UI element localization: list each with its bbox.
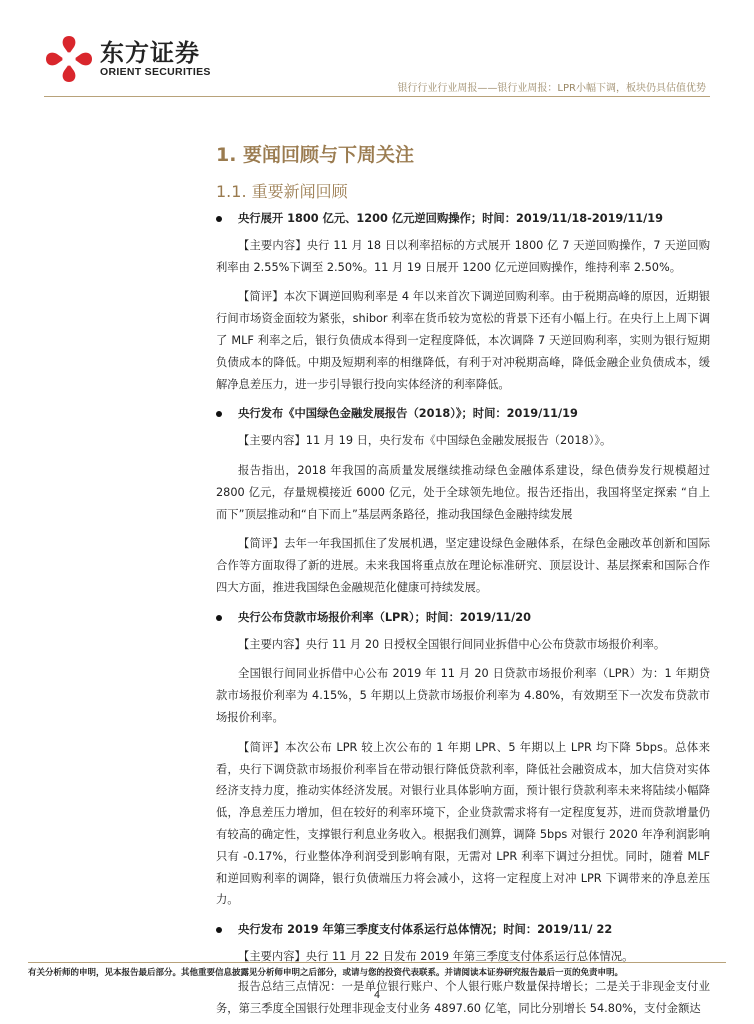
news-paragraph: 报告总结三点情况：一是单位银行账户、个人银行账户数量保持增长；二是关于非现金支付业务，第三季度全国银行处理非现金支付业务 4897.60 亿笔，同比分别增长 54.80%，支付金额达 xyxy=(216,979,710,1015)
news-item-title: 央行发布《中国绿色金融发展报告（2018）》；时间：2019/11/19 xyxy=(216,403,710,425)
news-paragraph: 【主要内容】11 月 19 日，央行发布《中国绿色金融发展报告（2018）》。 xyxy=(238,434,612,448)
news-item-title: 央行公布贷款市场报价利率（LPR）；时间：2019/11/20 xyxy=(216,607,710,629)
news-paragraph: 全国银行间同业拆借中心公布 2019 年 11 月 20 日贷款市场报价利率（LPR）为：1 年期贷款市场报价利率为 4.15%，5 年期以上贷款市场报价利率为 4.80%，有效期至下一次发布贷款市场报价利率。 xyxy=(216,667,710,724)
news-paragraph: 【主要内容】央行 11 月 20 日授权全国银行间同业拆借中心公布贷款市场报价利率。 xyxy=(238,637,666,651)
news-paragraph: 【简评】去年一年我国抓住了发展机遇，坚定建设绿色金融体系，在绿色金融改革创新和国际合作等方面取得了新的进展。未来我国将重点放在理论标准研究、顶层设计、基层探索和国际合作四大方面，推进我国绿色金融规范化健康可持续发展。 xyxy=(216,537,710,594)
orient-securities-logo-icon xyxy=(44,34,94,84)
page-number: 4 xyxy=(373,990,381,1001)
subsection-heading: 1.1. 重要新闻回顾 xyxy=(216,182,348,201)
news-paragraph: 报告指出，2018 年我国的高质量发展继续推动绿色金融体系建设，绿色债券发行规模超过 2800 亿元，存量规模接近 6000 亿元，处于全球领先地位。报告还指出，我国将坚定探索 “自上而下”顶层推动和“自下而上”基层两条路径，推动我国绿色金融持续发展 xyxy=(216,463,710,521)
bullet-icon xyxy=(216,411,222,417)
news-paragraph: 【简评】本次下调逆回购利率是 4 年以来首次下调逆回购利率。由于税期高峰的原因，近期银行间市场资金面较为紧张，shibor 利率在货币较为宽松的背景下还有小幅上行。在央行上上周下调了 MLF 利率之后，银行负债成本得到一定程度降低，本次调降 7 天逆回购利率，实则为银行短期负债成本的降低。中期及短期利率的相继降低，有利于对冲税期高峰，降低金融企业负债成本，缓解净息差压力，进一步引导银行投向实体经济的利率降低。 xyxy=(216,290,710,391)
footer-divider xyxy=(28,962,726,963)
header-divider xyxy=(44,96,710,97)
news-paragraph: 【简评】本次公布 LPR 较上次公布的 1 年期 LPR、5 年期以上 LPR 均下降 5bps。总体来看，央行下调贷款市场报价利率旨在带动银行降低贷款利率，降低社会融资成本，加大信贷对实体经济支持力度，推动实体经济发展。对银行业具体影响方面，预计银行贷款利率未来将陆续小幅降低，净息差压力增加，但在较好的利率环境下，企业贷款需求将有一定程度复苏，进而贷款增量仍有较高的确定性，支撑银行利息业务收入。根据我们测算，调降 5bps 对银行 2020 年净利润影响只有 -0.17%，行业整体净利润受到影响有限，无需对 LPR 利率下调过分担忧。同时，随着 MLF 和逆回购利率的调降，银行负债端压力将会减小，这将一定程度上对冲 LPR 下调带来的净息差压力。 xyxy=(216,740,710,907)
section-heading: 1. 要闻回顾与下周关注 xyxy=(216,144,415,166)
logo-english-name: ORIENT SECURITIES xyxy=(100,66,211,78)
footer-disclaimer: 有关分析师的申明，见本报告最后部分。其他重要信息披露见分析师申明之后部分，或请与您的投资代表联系。并请阅读本证券研究报告最后一页的免责申明。 xyxy=(28,968,624,978)
news-content xyxy=(216,208,710,1019)
news-paragraph: 【主要内容】央行 11 月 18 日以利率招标的方式展开 1800 亿 7 天逆回购操作，7 天逆回购利率由 2.55%下调至 2.50%。11 月 19 日展开 1200 亿元逆回购操作，维持利率 2.50%。 xyxy=(216,238,710,274)
bullet-icon xyxy=(216,216,222,222)
company-logo xyxy=(44,34,211,84)
logo-chinese-name: 东方证券 xyxy=(100,39,200,67)
bullet-icon xyxy=(216,615,222,621)
bullet-icon xyxy=(216,927,222,933)
news-paragraph: 【主要内容】央行 11 月 22 日发布 2019 年第三季度支付体系运行总体情况。 xyxy=(238,949,634,963)
news-item-title: 央行展开 1800 亿元、1200 亿元逆回购操作；时间：2019/11/18-2019/11/19 xyxy=(216,208,710,230)
report-header-title: 银行行业行业周报——银行业周报：LPR小幅下调，板块仍具估值优势 xyxy=(397,83,706,94)
news-item-title: 央行发布 2019 年第三季度支付体系运行总体情况；时间：2019/11/ 22 xyxy=(216,919,710,941)
